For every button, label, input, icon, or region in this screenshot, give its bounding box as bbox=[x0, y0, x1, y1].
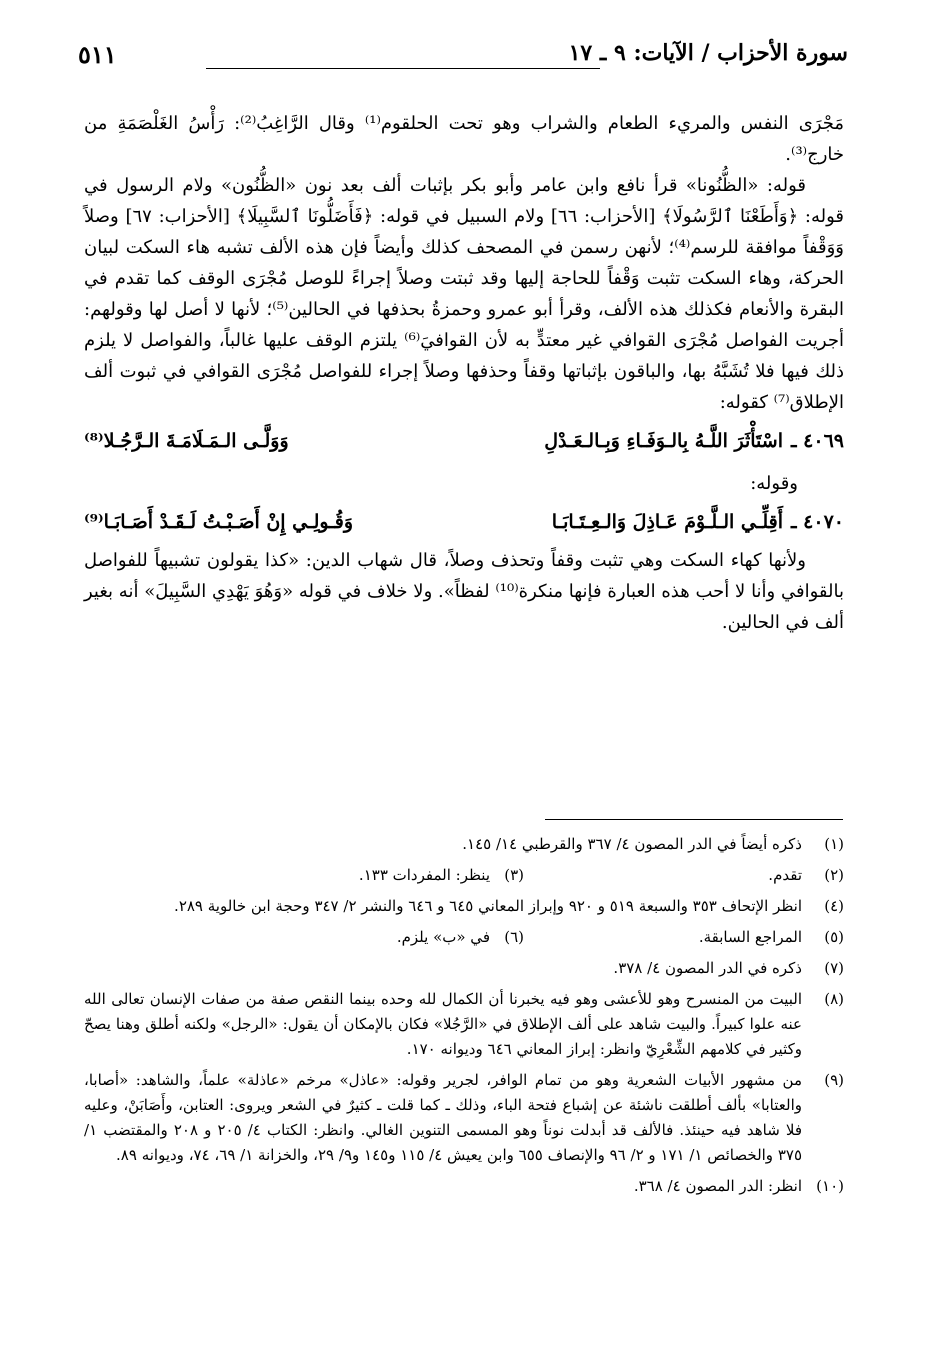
header-rule bbox=[206, 68, 600, 69]
footnote-text: تقدم. bbox=[768, 866, 802, 884]
poetry-verse-4069 bbox=[84, 418, 844, 464]
footnote bbox=[84, 832, 844, 857]
footnote-number: (٢) bbox=[824, 866, 844, 884]
footnote-text: المراجع السابقة. bbox=[698, 928, 802, 946]
footnote-number: (٣) bbox=[504, 866, 524, 884]
paragraph-3: ولأنها كهاء السكت وهي تثبت وقفاً وتحذف وصلاً، قال شهاب الدين: «كذا يقولون تشبيهاً للفواصل بالقوافي وأنا لا أحب هذه العبارة فإنها منكرة⁽¹⁰⁾ لفظاً». ولا خلاف في قوله «وَهُوَ يَهْدِي السَّبِيلَ» أنه بغير ألف في الحالين. bbox=[84, 550, 844, 633]
footnote bbox=[84, 987, 844, 1062]
footnote bbox=[84, 1174, 844, 1199]
footnote-text: انظر الإتحاف ٣٥٣ والسبعة ٥١٩ و ٩٢٠ وإبراز المعاني ٦٤٥ و ٦٤٦ والنشر ٢/ ٣٤٧ وحجة ابن خالوية ٢٨٩. bbox=[174, 897, 802, 915]
footnote-number: (٦) bbox=[504, 928, 524, 946]
footnote-text: ينظر: المفردات ١٣٣. bbox=[358, 866, 490, 884]
footnote-number: (١) bbox=[824, 835, 844, 853]
footnote-text: في «ب» يلزم. bbox=[396, 928, 490, 946]
surah-verses-title: سورة الأحزاب / الآيات: ٩ ـ ١٧ bbox=[568, 40, 848, 66]
paragraph-1: مَجْرَى النفس والمريء الطعام والشراب وهو تحت الحلقوم⁽¹⁾ وقال الرَّاغِبُ⁽²⁾: رَأْسُ الغَلْصَمَةِ من خارج⁽³⁾. bbox=[84, 113, 844, 165]
footnote bbox=[84, 894, 844, 919]
verse-first-hemistich: أَقِلِّـي الـلَّـوْمَ عَـاذِلَ وَالـعِـتَـابَـا bbox=[551, 511, 783, 533]
footnote-number: (٩) bbox=[824, 1071, 844, 1089]
verse-first-hemistich: اسْتَأْثَرَ اللَّـهُ بِالـوَفَـاءِ وَبِـالـعَـدْلِ bbox=[544, 430, 783, 452]
footnote-number: (١٠) bbox=[816, 1177, 844, 1195]
footnote-number: (٨) bbox=[824, 990, 844, 1008]
footnote-text: من مشهور الأبيات الشعرية وهو من تمام الوافر، لجرير وقوله: «عاذل» مرخم «عاذلة» علماً، والشاهد: «أصابا، والعتابا» بألف أطلقت ناشئة عن إشباع فتحة الباء، وذلك ـ كما قلت ـ كثيرٌ في الشعر ويروى: العتابن، وأَصَابَنْ، وعليه فلا شاهد فيه حينئذ. فالألف قد أبدلت نوناً وهو المسمى التنوين الغالي. وانظر: الكتاب ٤/ ٢٠٥ و ٢٠٨ والمقتضب ١/ ٣٧٥ والخصائص ١/ ١٧١ و ٢/ ٩٦ والإنصاف ٦٥٥ وابن يعيش ٤/ ١١٥ و١٤٥ و٩/ ٢٩، والخزانة ١/ ٦٩، ٧٤، وديوانه ٨٩. bbox=[84, 1071, 803, 1164]
footnote-text: ذكره في الدر المصون ٤/ ٣٧٨. bbox=[613, 959, 802, 977]
footnote-number: (٥) bbox=[824, 928, 844, 946]
verse-intro: وقوله: bbox=[750, 473, 798, 494]
footnote bbox=[524, 863, 844, 888]
verse-second-hemistich: وَوَلَّـى الـمَـلَامَـةَ الـرَّجُـلا⁽⁸⁾ bbox=[83, 430, 289, 452]
running-header bbox=[78, 36, 848, 76]
verse-second-hemistich: وَقُـولِـي إِنْ أَصَـبْـتُ لَـقَـدْ أَصَـابَـا⁽⁹⁾ bbox=[83, 511, 354, 533]
main-text bbox=[84, 108, 844, 638]
footnote-number: (٧) bbox=[824, 959, 844, 977]
paragraph-2: قوله: «الظُّنُونا» قرأ نافع وابن عامر وأبو بكر بإثبات ألف بعد نون «الظُّنُون» ولام الرسول في قوله: ﴿وَأَطَعْنَا ٱلرَّسُولَا﴾ [الأحزاب: ٦٦] ولام السبيل في قوله: ﴿فَأَضَلُّونَا ٱلسَّبِيلَا﴾ [الأحزاب: ٦٧] وصلاً وَوَقْفاً موافقة للرسم⁽⁴⁾؛ لأنهن رسمن في المصحف كذلك وأيضاً فإن هذه الألف تشبه هاء السكت لبيان الحركة، وهاء السكت تثبت وَقْفاً للحاجة إليها وقد ثبتت وصلاً إجراءً للوصل مُجْرَى الوقف كما تقدم في البقرة والأنعام فكذلك هذه الألف، وقرأ أبو عمرو وحمزةُ بحذفها في الحالين⁽⁵⁾؛ لأنها لا أصل لها وقولهم: أجريت الفواصل مُجْرَى القوافي غير معتدٍّ به لأن القوافيَ⁽⁶⁾ يلتزم الوقف عليها غالباً، والفواصل لا يلزم ذلك فيها فلا تُشَبَّهُ بها، والباقون بإثباتها وقفاً وحذفها وصلاً إجراء للفواصل مُجْرَى القوافي في ثبوت ألف الإطلاق⁽⁷⁾ كقوله: bbox=[84, 175, 844, 413]
footnotes bbox=[84, 832, 844, 1205]
footnote-number: (٤) bbox=[824, 897, 844, 915]
footnote-pair bbox=[84, 863, 844, 888]
footnote bbox=[524, 925, 844, 950]
verse-number: ٤٠٦٩ ـ bbox=[790, 430, 844, 452]
footnote-rule bbox=[545, 819, 843, 820]
footnote-text: انظر: الدر المصون ٤/ ٣٦٨. bbox=[633, 1177, 802, 1195]
footnote bbox=[84, 956, 844, 981]
footnote-pair bbox=[84, 925, 844, 950]
poetry-verse-4070 bbox=[84, 499, 844, 545]
page-number: ٥١١ bbox=[78, 40, 117, 69]
footnote bbox=[84, 1068, 844, 1168]
footnote-text: البيت من المنسرح وهو للأعشى وهو فيه يخبرنا أن الكمال لله وحده بينما النقص صفة من صفات الإنسان تعالى الله عنه علوا كبيراً. والبيت شاهد على ألف الإطلاق في «الرَّجُلا» فكان بالإمكان أن يقول: «الرجل» ولكنه أطلق وهنا يصحّ وكثير في كلامهم الشِّعْرِيّ وانظر: إبراز المعاني ٦٤٦ وديوانه ١٧٠. bbox=[84, 990, 802, 1058]
footnote-text: ذكره أيضاً في الدر المصون ٤/ ٣٦٧ والقرطبي ١٤/ ١٤٥. bbox=[462, 835, 802, 853]
verse-number: ٤٠٧٠ ـ bbox=[790, 511, 844, 533]
